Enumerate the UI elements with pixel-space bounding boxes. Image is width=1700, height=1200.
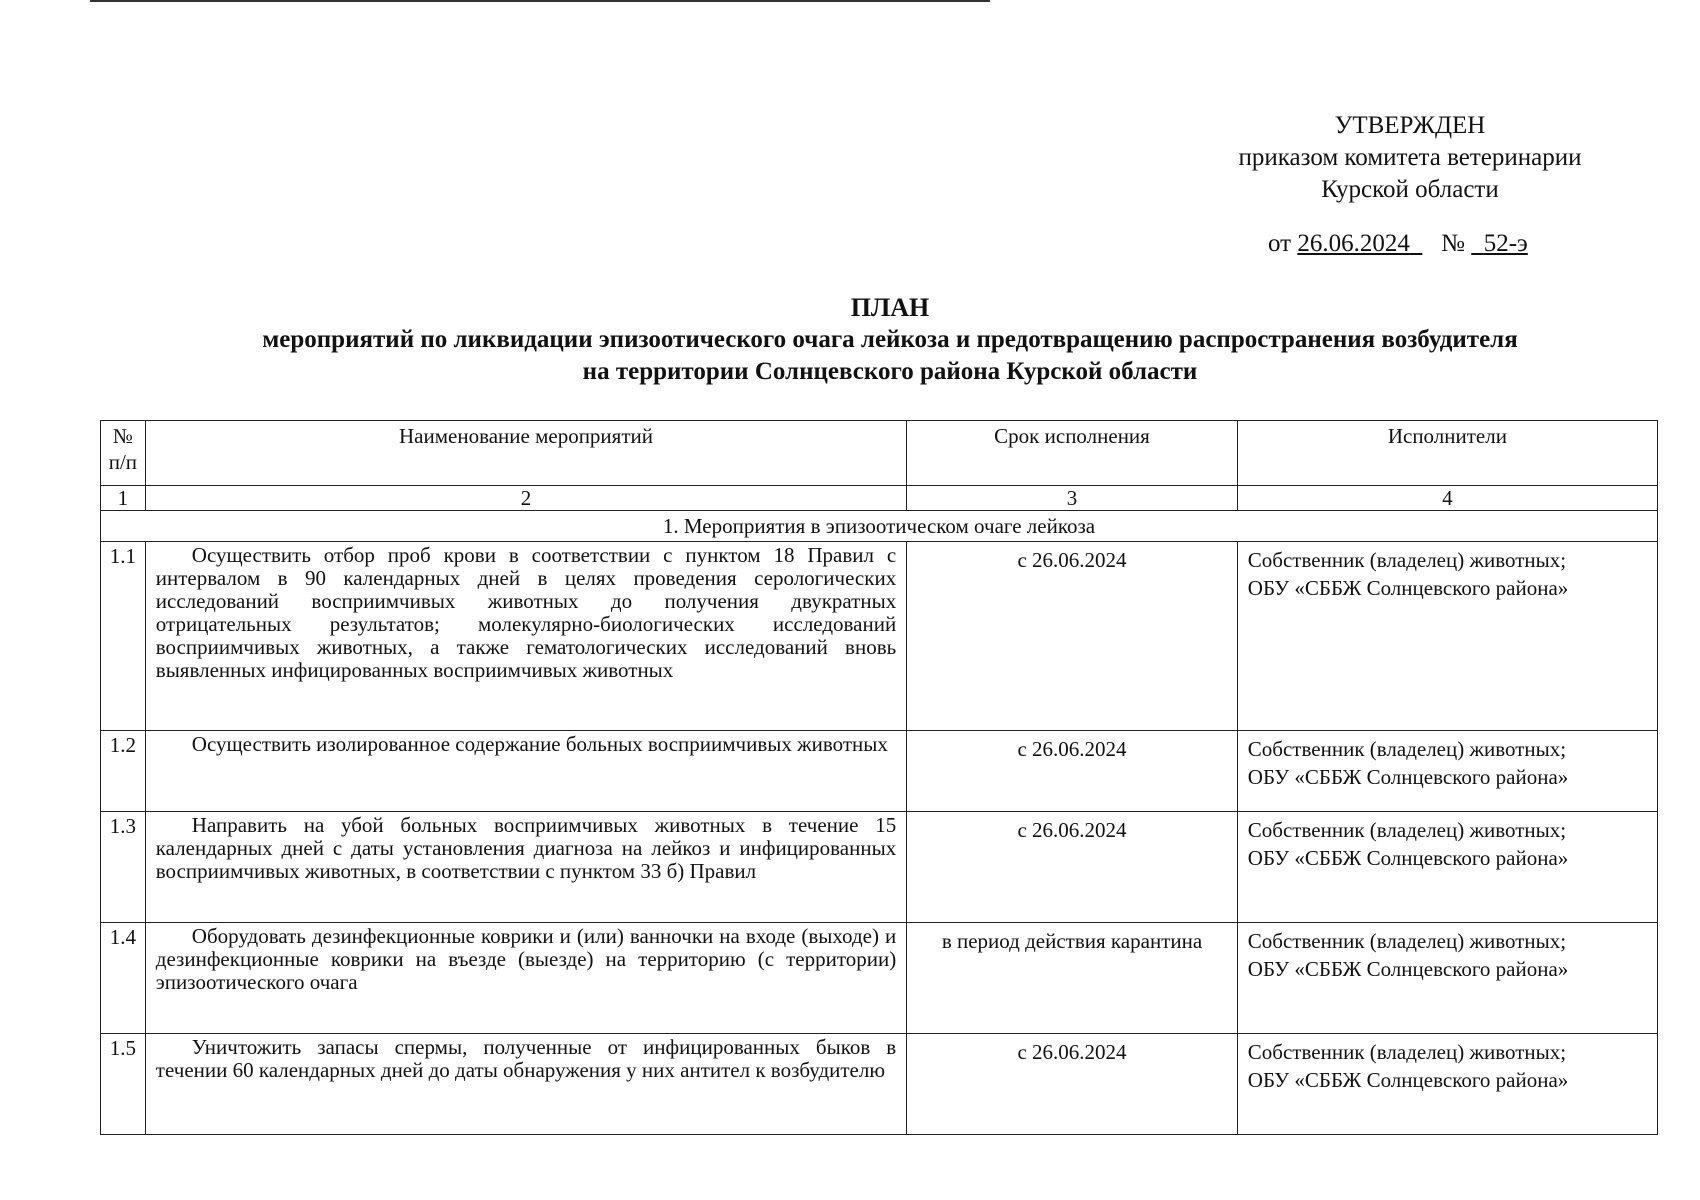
row-term: с 26.06.2024 xyxy=(907,542,1238,731)
row-activity: Осуществить изолированное содержание больных восприимчивых животных xyxy=(145,731,906,812)
section-title: 1. Мероприятия в эпизоотическом очаге лейкоза xyxy=(101,511,1658,542)
executor-owner: Собственник (владелец) животных; xyxy=(1247,1040,1567,1064)
executor-sbbzh: ОБУ «СББЖ Солнцевского района» xyxy=(1247,1068,1569,1092)
executor-owner: Собственник (владелец) животных; xyxy=(1247,818,1567,842)
table-row xyxy=(101,542,1658,731)
scan-top-border-line xyxy=(90,0,990,2)
header-term: Срок исполнения xyxy=(907,421,1238,486)
row-activity: Осуществить отбор проб крови в соответствии с пунктом 18 Правил с интервалом в 90 календарных дней в целях проведения серологических исследований восприимчивых животных до получения двукратных отрицательных результатов; молекулярно-биологических исследований восприимчивых животных, а также гематологических исследований вновь выявленных инфицированных восприимчивых животных xyxy=(145,542,906,731)
row-executors xyxy=(1237,731,1657,812)
document-title xyxy=(160,292,1620,388)
executor-owner: Собственник (владелец) животных; xyxy=(1247,737,1567,761)
approval-date: 26.06.2024 xyxy=(1297,230,1410,257)
header-executors: Исполнители xyxy=(1237,421,1657,486)
approval-date-line xyxy=(1268,230,1668,258)
row-activity: Направить на убой больных восприимчивых животных в течение 15 календарных дней с даты установления диагноза на лейкоз и инфицированных восприимчивых животных, в соответствии с пунктом 33 б) Правил xyxy=(145,812,906,923)
title-line-1: мероприятий по ликвидации эпизоотического очага лейкоза и предотвращению распространения возбудителя xyxy=(262,326,1518,353)
row-activity: Оборудовать дезинфекционные коврики и (или) ванночки на входе (выходе) и дезинфекционные коврики на въезде (выезде) на территорию (с территории) эпизоотического очага xyxy=(145,923,906,1034)
row-term: с 26.06.2024 xyxy=(907,731,1238,812)
table-row xyxy=(101,731,1658,812)
approval-line-order: приказом комитета ветеринарии xyxy=(1238,144,1582,171)
header-num: № п/п xyxy=(101,421,146,486)
row-executors xyxy=(1237,542,1657,731)
row-num: 1.3 xyxy=(101,812,146,923)
approval-number: 52-э xyxy=(1483,230,1528,257)
number-prefix: № xyxy=(1441,230,1465,257)
header-name: Наименование мероприятий xyxy=(145,421,906,486)
plan-table xyxy=(100,420,1658,1135)
col-number-1: 1 xyxy=(101,486,146,511)
executor-sbbzh: ОБУ «СББЖ Солнцевского района» xyxy=(1247,846,1569,870)
table-row xyxy=(101,812,1658,923)
table-header-row xyxy=(101,421,1658,486)
executor-sbbzh: ОБУ «СББЖ Солнцевского района» xyxy=(1247,576,1569,600)
row-term: с 26.06.2024 xyxy=(907,1034,1238,1135)
row-num: 1.4 xyxy=(101,923,146,1034)
approval-line-region: Курской области xyxy=(1321,176,1499,203)
table-row xyxy=(101,923,1658,1034)
executor-owner: Собственник (владелец) животных; xyxy=(1247,929,1567,953)
title-line-2: на территории Солнцевского района Курской области xyxy=(582,358,1198,385)
row-activity: Уничтожить запасы спермы, полученные от инфицированных быков в течении 60 календарных дней до даты обнаружения у них антител к возбудителю xyxy=(145,1034,906,1135)
row-num: 1.1 xyxy=(101,542,146,731)
row-term: в период действия карантина xyxy=(907,923,1238,1034)
table-row xyxy=(101,1034,1658,1135)
row-executors xyxy=(1237,1034,1657,1135)
approval-heading: УТВЕРЖДЕН xyxy=(1334,112,1486,139)
executor-sbbzh: ОБУ «СББЖ Солнцевского района» xyxy=(1247,957,1569,981)
row-term: с 26.06.2024 xyxy=(907,812,1238,923)
executor-owner: Собственник (владелец) животных; xyxy=(1247,548,1567,572)
row-num: 1.2 xyxy=(101,731,146,812)
col-number-2: 2 xyxy=(145,486,906,511)
approval-stamp-block xyxy=(1180,110,1640,206)
date-prefix: от xyxy=(1268,230,1292,257)
row-num: 1.5 xyxy=(101,1034,146,1135)
column-number-row xyxy=(101,486,1658,511)
title-heading: ПЛАН xyxy=(850,293,930,322)
executor-sbbzh: ОБУ «СББЖ Солнцевского района» xyxy=(1247,765,1569,789)
section-row xyxy=(101,511,1658,542)
row-executors xyxy=(1237,923,1657,1034)
col-number-3: 3 xyxy=(907,486,1238,511)
row-executors xyxy=(1237,812,1657,923)
col-number-4: 4 xyxy=(1237,486,1657,511)
